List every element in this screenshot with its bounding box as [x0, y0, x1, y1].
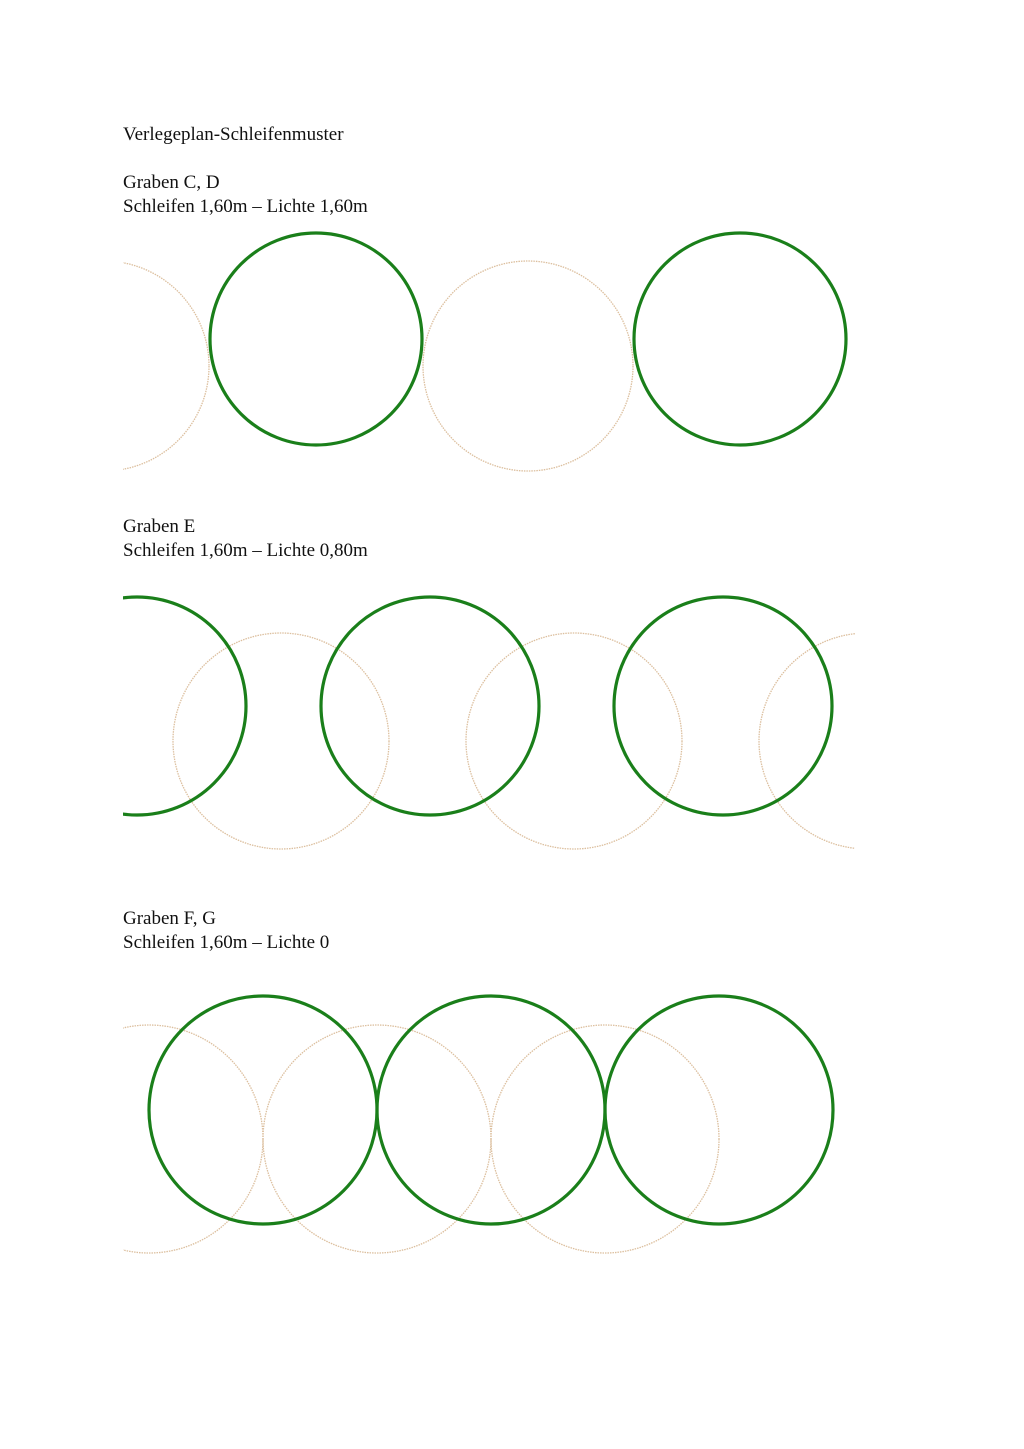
trench-fg-loops — [35, 996, 833, 1253]
ghost-loop — [423, 261, 633, 471]
ghost-loop — [0, 261, 209, 471]
active-loop — [377, 996, 605, 1224]
active-loop — [634, 233, 846, 445]
section-1-heading: Graben C, D — [123, 172, 220, 193]
trench-cd-loops — [0, 233, 846, 471]
ghost-loop — [759, 633, 975, 849]
active-loop — [321, 597, 539, 815]
section-3-spec: Schleifen 1,60m – Lichte 0 — [123, 932, 330, 953]
section-1-spec: Schleifen 1,60m – Lichte 1,60m — [123, 196, 368, 217]
page-title: Verlegeplan-Schleifenmuster — [123, 124, 344, 145]
section-2-spec: Schleifen 1,60m – Lichte 0,80m — [123, 540, 368, 561]
section-2-heading: Graben E — [123, 516, 196, 537]
trench-e-loops — [28, 597, 975, 849]
ghost-loop — [466, 633, 682, 849]
ghost-loop — [173, 633, 389, 849]
active-loop — [210, 233, 422, 445]
active-loop — [614, 597, 832, 815]
active-loop — [28, 597, 246, 815]
active-loop — [605, 996, 833, 1224]
active-loop — [149, 996, 377, 1224]
section-3-heading: Graben F, G — [123, 908, 216, 929]
